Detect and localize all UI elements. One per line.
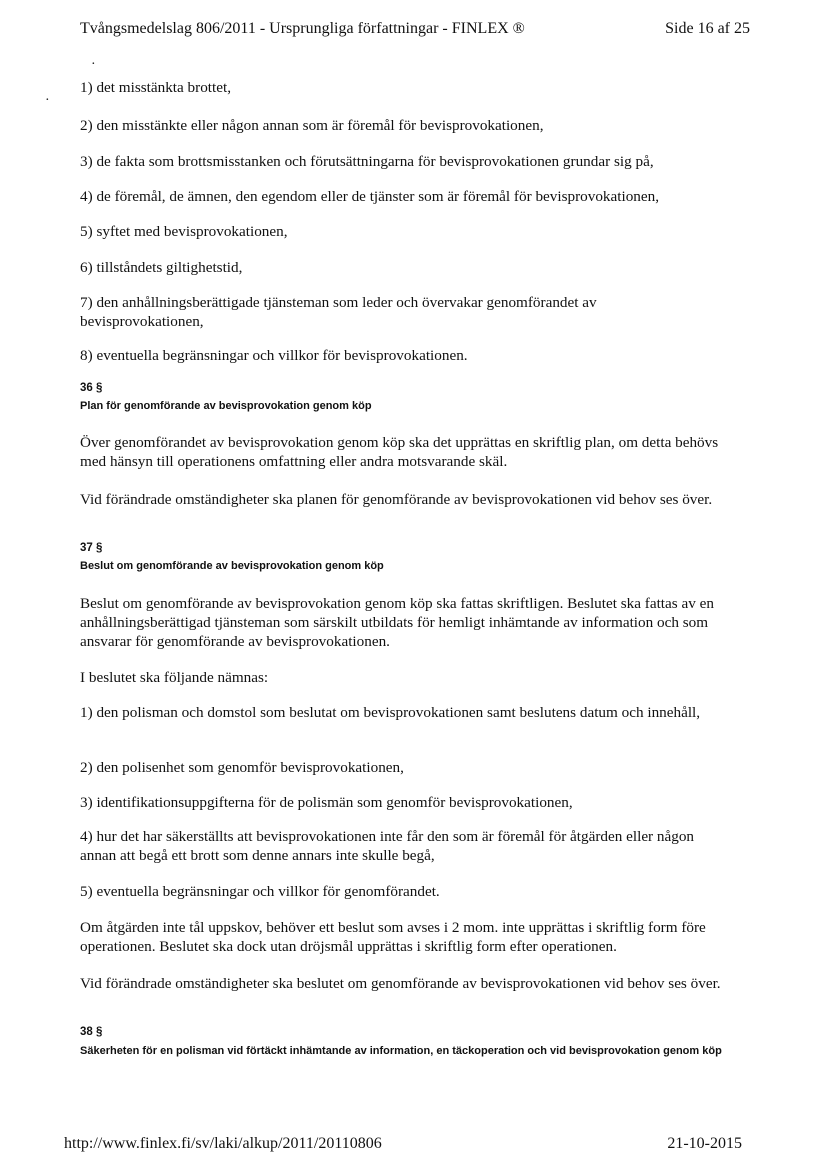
list-item: 2) den polisenhet som genomför bevisprovokationen, — [80, 759, 404, 776]
paragraph: Över genomförandet av bevisprovokation genom köp ska det upprättas en skriftlig plan, om detta behövs med hänsyn till operationens omfattning eller andra motsvarande skäl. — [80, 434, 719, 470]
section-number: 36 § — [80, 382, 103, 394]
paragraph: Vid förändrade omständigheter ska beslutet om genomförande av bevisprovokationen vid behov ses över. — [80, 975, 721, 992]
page-number: Side 16 af 25 — [665, 20, 750, 37]
section-title: Plan för genomförande av bevisprovokation genom köp — [80, 400, 372, 412]
paragraph: Om åtgärden inte tål uppskov, behöver ett beslut som avses i 2 mom. inte upprättas i skriftlig form före operationen. Beslutet ska dock utan dröjsmål upprättas i skriftlig form efter operationen. — [80, 919, 706, 955]
list-item: 7) den anhållningsberättigade tjänsteman som leder och övervakar genomförandet av bevisprovokationen, — [80, 294, 597, 330]
list-item: 4) de föremål, de ämnen, den egendom eller de tjänster som är föremål för bevisprovokationen, — [80, 188, 660, 205]
list-item: 5) eventuella begränsningar och villkor för genomförandet. — [80, 883, 440, 900]
scan-speck: · — [91, 57, 96, 72]
list-item: 2) den misstänkte eller någon annan som är föremål för bevisprovokationen, — [80, 117, 544, 134]
section-number: 37 § — [80, 542, 103, 554]
list-item: 8) eventuella begränsningar och villkor för bevisprovokationen. — [80, 347, 468, 364]
scan-speck: · — [45, 93, 50, 108]
list-item: 3) de fakta som brottsmisstanken och förutsättningarna för bevisprovokationen grundar sig på, — [80, 153, 654, 170]
header-title: Tvångsmedelslag 806/2011 - Ursprungliga författningar - FINLEX ® — [80, 20, 525, 37]
section-title: Säkerheten för en polisman vid förtäckt inhämtande av information, en täckoperation och vid bevisprovokation genom köp — [80, 1045, 722, 1057]
list-item: 5) syftet med bevisprovokationen, — [80, 223, 288, 240]
footer-url: http://www.finlex.fi/sv/laki/alkup/2011/20110806 — [64, 1135, 382, 1152]
section-number: 38 § — [80, 1026, 103, 1038]
section-title: Beslut om genomförande av bevisprovokation genom köp — [80, 560, 384, 572]
list-item: 6) tillståndets giltighetstid, — [80, 259, 243, 276]
paragraph: Beslut om genomförande av bevisprovokation genom köp ska fattas skriftligen. Beslutet ska fattas av en anhållningsberättigad tjänsteman som särskilt utbildats för hemligt inhämtande av information och som ansvarar för genomförande av bevisprovokationen. — [80, 595, 714, 650]
footer-date: 21-10-2015 — [667, 1135, 742, 1152]
list-item: 3) identifikationsuppgifterna för de polismän som genomför bevisprovokationen, — [80, 794, 573, 811]
list-item: 1) det misstänkta brottet, — [80, 79, 231, 96]
list-item: 1) den polisman och domstol som beslutat om bevisprovokationen samt beslutens datum och innehåll, — [80, 704, 701, 721]
list-item: 4) hur det har säkerställts att bevisprovokationen inte får den som är föremål för åtgärden eller någon annan att begå ett brott som denne annars inte skulle begå, — [80, 828, 695, 864]
paragraph: Vid förändrade omständigheter ska planen för genomförande av bevisprovokationen vid behov ses över. — [80, 491, 713, 508]
paragraph: I beslutet ska följande nämnas: — [80, 669, 269, 686]
